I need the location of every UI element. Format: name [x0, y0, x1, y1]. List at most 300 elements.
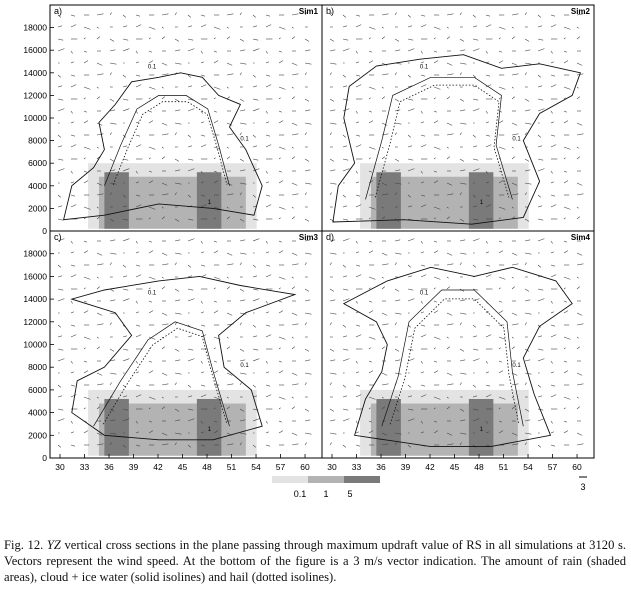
wind-vector: [266, 135, 270, 136]
wind-vector: [408, 15, 411, 17]
wind-vector: [149, 241, 152, 242]
wind-vector: [395, 73, 397, 75]
x-tick-label: 57: [275, 462, 286, 472]
wind-vector: [434, 311, 438, 313]
wind-vector: [136, 325, 140, 326]
wind-vector: [330, 110, 335, 111]
wind-vector: [356, 361, 358, 363]
wind-vector: [538, 15, 541, 17]
wind-vector: [253, 299, 259, 301]
wind-vector: [473, 159, 478, 160]
wind-vector: [369, 241, 372, 242]
wind-vector: [330, 263, 332, 265]
wind-vector: [538, 135, 541, 137]
wind-vector: [538, 86, 542, 87]
rain-shading: [88, 390, 257, 456]
wind-vector: [382, 264, 388, 265]
wind-vector: [525, 50, 530, 51]
wind-vector: [279, 421, 282, 422]
wind-vector: [305, 373, 311, 374]
wind-vector: [97, 253, 102, 255]
wind-vector: [460, 99, 464, 101]
rain-shading: [88, 163, 257, 229]
wind-vector: [266, 335, 271, 337]
wind-vector: [162, 27, 164, 28]
wind-vector: [266, 122, 269, 123]
legend-swatch-2: [308, 476, 344, 483]
wind-vector: [395, 159, 399, 161]
wind-vector: [512, 97, 515, 99]
wind-vector: [421, 135, 425, 136]
wind-vector: [266, 372, 269, 373]
wind-vector: [214, 361, 217, 362]
wind-vector: [551, 135, 555, 136]
wind-vector: [356, 51, 358, 53]
wind-vector: [434, 27, 440, 29]
wind-vector: [71, 372, 74, 373]
wind-vector: [162, 147, 164, 148]
isoline-label: 1: [207, 426, 212, 433]
wind-vector: [136, 15, 140, 16]
wind-vector: [538, 26, 542, 27]
y-tick-label: 2000: [28, 203, 47, 214]
wind-vector: [84, 38, 86, 39]
caption-label: Fig. 12.: [4, 538, 44, 552]
wind-vector: [551, 395, 556, 397]
wind-vector: [434, 241, 437, 242]
wind-vector: [421, 301, 423, 303]
wind-vector: [227, 264, 233, 265]
wind-vector: [292, 287, 295, 289]
wind-vector: [382, 74, 388, 75]
wind-vector: [499, 38, 501, 39]
wind-vector: [305, 159, 309, 161]
y-tick-label: 8000: [28, 135, 47, 146]
wind-vector: [227, 147, 229, 148]
wind-vector: [538, 336, 542, 337]
wind-vector: [512, 37, 515, 39]
wind-vector: [564, 348, 566, 349]
wind-vector: [292, 397, 294, 398]
wind-vector: [214, 27, 220, 29]
wind-vector: [421, 361, 423, 363]
wind-vector: [240, 300, 245, 301]
wind-vector: [564, 371, 568, 373]
wind-vector: [188, 349, 193, 350]
wind-vector: [369, 38, 371, 39]
wind-vector: [577, 347, 580, 349]
wind-vector: [84, 87, 90, 89]
wind-vector: [123, 75, 126, 77]
wind-vector: [201, 301, 203, 303]
wind-vector: [97, 27, 99, 28]
wind-vector: [499, 348, 501, 349]
wind-vector: [123, 239, 129, 241]
wind-vector: [330, 133, 332, 135]
wind-vector: [564, 277, 570, 279]
wind-vector: [577, 337, 579, 338]
wind-vector: [253, 289, 258, 290]
y-tick-label: 4000: [28, 180, 47, 191]
wind-vector: [538, 396, 542, 397]
wind-vector: [266, 275, 271, 277]
wind-vector: [473, 265, 476, 267]
wind-vector: [84, 181, 88, 183]
y-tick-label: 16000: [23, 271, 47, 282]
wind-vector: [343, 86, 347, 87]
x-tick-label: 36: [376, 462, 386, 472]
wind-vector: [266, 312, 269, 313]
wind-vector: [473, 349, 478, 350]
wind-vector: [253, 336, 257, 337]
wind-vector: [58, 265, 61, 267]
wind-vector: [473, 385, 476, 387]
panel-2: [326, 6, 591, 229]
wind-vector: [395, 133, 397, 135]
wind-vector: [460, 263, 462, 265]
wind-vector: [551, 182, 554, 183]
wind-vector: [525, 383, 527, 385]
wind-vector: [460, 159, 464, 161]
wind-vector: [214, 98, 216, 99]
wind-vector: [279, 277, 285, 279]
isoline-label: 0.1: [512, 136, 521, 143]
wind-vector: [330, 433, 336, 434]
wind-vector: [421, 122, 424, 123]
panel-sim-label: Sim3: [298, 233, 318, 242]
wind-vector: [84, 158, 86, 159]
wind-vector: [84, 431, 88, 433]
wind-vector: [330, 300, 335, 301]
wind-vector: [292, 444, 298, 445]
wind-vector: [356, 62, 359, 63]
wind-vector: [499, 87, 505, 89]
wind-vector: [58, 349, 63, 350]
wind-vector: [564, 38, 566, 39]
wind-vector: [564, 311, 568, 313]
wind-vector: [577, 373, 582, 375]
wind-vector: [292, 373, 297, 375]
wind-vector: [343, 49, 349, 51]
wind-vector: [188, 239, 194, 241]
wind-vector: [266, 145, 271, 147]
wind-vector: [136, 241, 138, 243]
wind-vector: [58, 359, 64, 361]
wind-vector: [292, 313, 297, 315]
wind-vector: [356, 241, 358, 243]
wind-vector: [486, 135, 490, 136]
wind-vector: [382, 347, 385, 349]
wind-vector: [564, 158, 566, 159]
y-tick-label: 4000: [28, 407, 47, 418]
wind-vector: [292, 27, 294, 28]
wind-vector: [577, 433, 582, 435]
wind-vector: [84, 251, 88, 253]
wind-vector: [58, 276, 62, 277]
wind-vector: [551, 361, 553, 363]
wind-vector: [71, 241, 73, 243]
wind-vector: [279, 27, 285, 29]
wind-vector: [421, 85, 426, 87]
wind-vector: [162, 74, 168, 75]
wind-vector: [201, 75, 205, 76]
wind-vector: [214, 288, 216, 289]
wind-vector: [525, 123, 531, 124]
wind-vector: [240, 323, 242, 325]
legend-label-2: 1: [323, 489, 329, 499]
wind-vector: [512, 123, 517, 125]
wind-vector: [253, 159, 258, 160]
wind-vector: [421, 265, 425, 266]
wind-vector: [538, 99, 543, 100]
wind-vector: [564, 27, 570, 29]
wind-vector: [84, 277, 90, 279]
wind-vector: [356, 301, 358, 303]
wind-vector: [279, 38, 281, 39]
wind-vector: [71, 325, 75, 326]
wind-vector: [512, 74, 518, 75]
wind-vector: [473, 99, 478, 100]
wind-vector: [240, 253, 246, 254]
wind-vector: [577, 157, 580, 159]
wind-vector: [564, 51, 567, 52]
wind-vector: [253, 146, 257, 147]
wind-vector: [110, 240, 115, 241]
wind-vector: [71, 51, 73, 53]
wind-vector: [149, 251, 153, 253]
wind-vector: [188, 15, 191, 17]
wind-vector: [486, 372, 489, 373]
wind-vector: [473, 325, 476, 327]
wind-vector: [564, 171, 567, 172]
wind-vector: [175, 383, 177, 385]
wind-vector: [382, 123, 387, 125]
wind-vector: [408, 49, 414, 51]
wind-vector: [84, 147, 90, 149]
wind-vector: [136, 25, 141, 27]
wind-vector: [253, 15, 256, 17]
wind-vector: [253, 349, 258, 350]
wind-vector: [279, 348, 281, 349]
wind-vector: [538, 419, 544, 421]
wind-vector: [292, 433, 297, 435]
legend-swatch-1: [272, 476, 308, 483]
wind-vector: [292, 337, 294, 338]
wind-vector: [292, 324, 298, 325]
wind-vector: [330, 383, 332, 385]
wind-vector: [84, 348, 86, 349]
wind-vector: [110, 99, 114, 101]
wind-vector: [97, 264, 103, 265]
wind-vector: [58, 159, 63, 160]
wind-vector: [97, 277, 99, 278]
wind-vector: [564, 421, 567, 422]
wind-vector: [253, 325, 256, 327]
wind-vector: [564, 241, 567, 242]
x-tick-label: 39: [128, 462, 139, 472]
wind-vector: [395, 360, 400, 361]
wind-vector: [97, 97, 100, 99]
wind-vector: [175, 240, 180, 241]
wind-vector: [356, 421, 358, 423]
wind-vector: [279, 371, 283, 373]
wind-vector: [473, 109, 479, 111]
wind-vector: [71, 395, 76, 397]
wind-vector: [343, 299, 349, 301]
wind-vector: [149, 51, 152, 52]
wind-vector: [551, 445, 555, 446]
wind-vector: [292, 63, 297, 65]
wind-vector: [512, 287, 515, 289]
wind-vector: [84, 371, 88, 373]
wind-vector: [162, 134, 168, 135]
wind-vector: [512, 63, 517, 65]
wind-vector: [356, 182, 359, 183]
wind-vector: [343, 195, 346, 197]
wind-vector: [175, 159, 179, 161]
x-tick-label: 54: [251, 462, 261, 472]
wind-vector: [343, 109, 349, 111]
wind-vector: [292, 134, 298, 135]
wind-vector: [499, 288, 501, 289]
wind-vector: [369, 277, 375, 279]
wind-vector: [356, 335, 361, 337]
wind-vector: [58, 146, 62, 147]
wind-vector: [58, 409, 63, 410]
wind-vector: [447, 87, 449, 88]
wind-vector: [253, 99, 258, 100]
wind-vector: [525, 263, 527, 265]
wind-vector: [240, 110, 245, 111]
wind-vector: [97, 287, 100, 289]
wind-vector: [97, 63, 102, 65]
wind-vector: [369, 147, 375, 149]
wind-vector: [214, 277, 220, 279]
wind-vector: [525, 13, 527, 15]
wind-vector: [201, 122, 204, 123]
wind-vector: [58, 206, 62, 207]
wind-vector: [382, 324, 388, 325]
wind-vector: [149, 361, 152, 362]
wind-vector: [421, 372, 424, 373]
wind-vector: [538, 39, 543, 40]
wind-vector: [71, 135, 75, 136]
wind-vector: [421, 75, 425, 76]
wind-vector: [188, 75, 191, 77]
wind-vector: [577, 123, 582, 125]
wind-vector: [110, 373, 116, 374]
wind-vector: [564, 207, 570, 209]
wind-vector: [58, 135, 61, 137]
wind-vector: [330, 253, 336, 254]
wind-vector: [162, 87, 164, 88]
wind-vector: [460, 240, 465, 241]
wind-vector: [292, 87, 294, 88]
wind-vector: [512, 277, 514, 278]
wind-vector: [279, 397, 285, 399]
wind-vector: [175, 323, 177, 325]
wind-vector: [97, 324, 103, 325]
wind-vector: [434, 61, 438, 63]
wind-vector: [123, 49, 129, 51]
wind-vector: [136, 51, 138, 53]
wind-vector: [369, 61, 373, 63]
wind-vector: [97, 134, 103, 135]
wind-vector: [175, 300, 180, 301]
wind-vector: [253, 86, 257, 87]
wind-vector: [201, 372, 204, 373]
wind-vector: [551, 145, 556, 147]
wind-vector: [564, 121, 568, 123]
wind-vector: [369, 371, 373, 373]
wind-vector: [512, 147, 514, 148]
wind-vector: [227, 37, 230, 39]
wind-vector: [227, 63, 232, 65]
wind-vector: [279, 87, 285, 89]
panel-sim-label: Sim1: [298, 7, 318, 16]
wind-vector: [525, 110, 530, 111]
wind-vector: [58, 385, 61, 387]
wind-vector: [188, 299, 194, 301]
wind-vector: [343, 169, 349, 171]
wind-vector: [175, 39, 179, 41]
wind-vector: [240, 133, 242, 135]
wind-vector: [149, 61, 153, 63]
wind-vector: [486, 51, 488, 53]
wind-vector: [162, 63, 167, 65]
wind-vector: [84, 337, 90, 339]
wind-vector: [343, 409, 348, 410]
wind-vector: [188, 385, 191, 387]
wind-vector: [214, 311, 218, 313]
wind-vector: [473, 146, 477, 147]
wind-vector: [123, 26, 127, 27]
wind-vector: [84, 218, 86, 219]
wind-vector: [136, 265, 140, 266]
wind-vector: [175, 63, 181, 64]
wind-vector: [253, 265, 256, 267]
wind-vector: [551, 335, 556, 337]
wind-vector: [123, 289, 128, 290]
y-tick-label: 10000: [23, 339, 47, 350]
wind-vector: [473, 49, 479, 51]
wind-vector: [577, 207, 579, 208]
x-tick-label: 57: [547, 462, 558, 472]
wind-vector: [330, 420, 335, 421]
wind-vector: [421, 385, 425, 386]
wind-vector: [58, 325, 61, 327]
wind-vector: [136, 361, 138, 363]
wind-vector: [266, 182, 269, 183]
wind-vector: [460, 63, 466, 64]
wind-vector: [214, 61, 218, 63]
legend: [272, 476, 587, 499]
wind-vector: [434, 348, 436, 349]
wind-vector: [343, 349, 348, 350]
wind-vector: [227, 287, 230, 289]
wind-vector: [434, 288, 436, 289]
wind-vector: [382, 147, 384, 148]
wind-vector: [58, 336, 62, 337]
wind-vector: [266, 301, 268, 303]
wind-vector: [421, 241, 423, 243]
wind-vector: [343, 325, 346, 327]
wind-vector: [136, 135, 140, 136]
wind-vector: [71, 15, 75, 16]
isoline-label: 0.1: [512, 363, 521, 370]
wind-vector: [408, 109, 414, 111]
wind-vector: [551, 265, 555, 266]
